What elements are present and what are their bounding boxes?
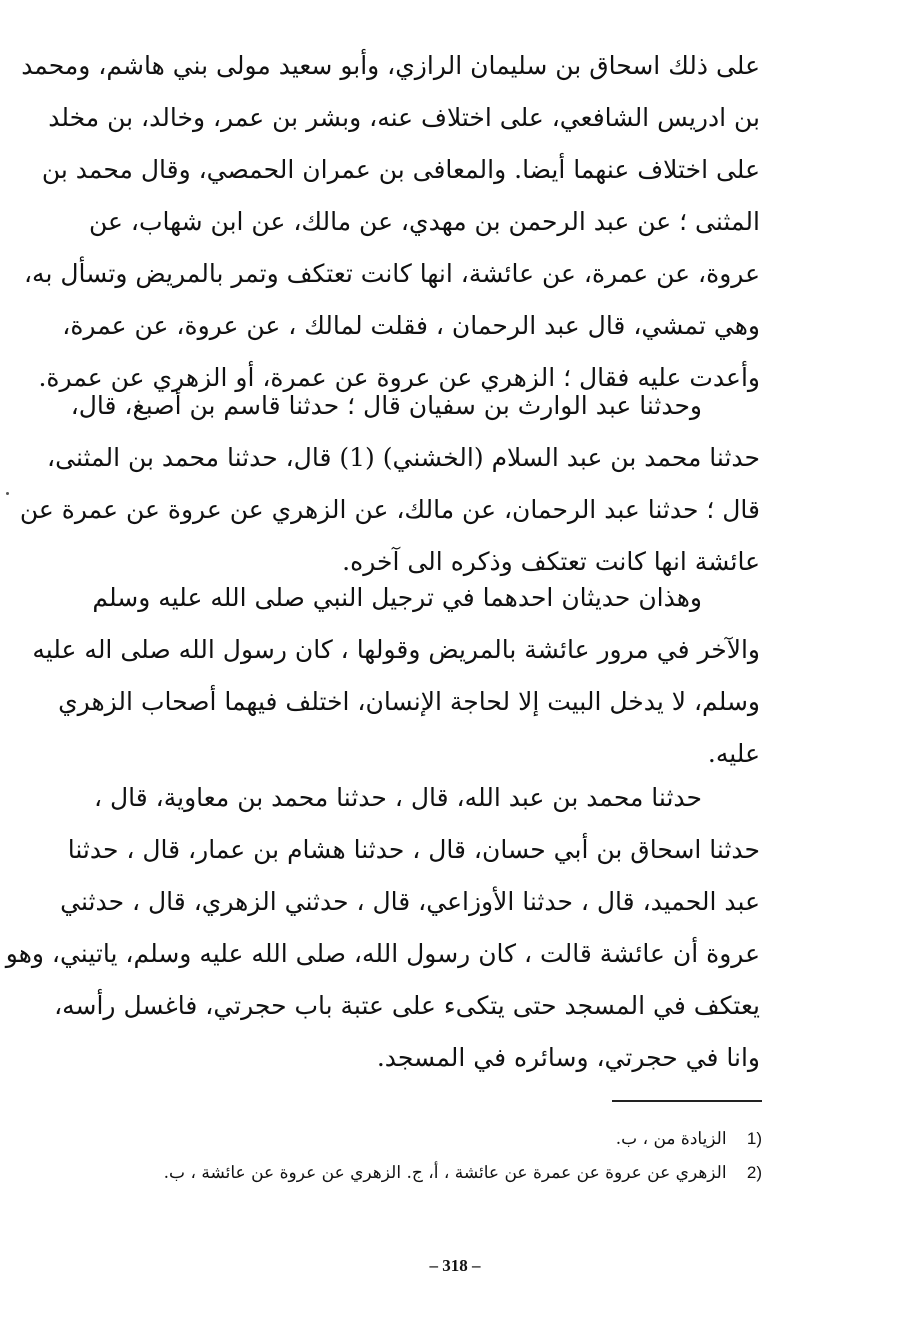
text-line: عبد الحميد، قال ، حدثنا الأوزاعي، قال ، حدثني الزهري، قال ، حدثني [60, 887, 760, 916]
text-line: حدثنا اسحاق بن أبي حسان، قال ، حدثنا هشام بن عمار، قال ، حدثنا [67, 835, 760, 864]
footnotes [150, 1122, 762, 1190]
scan-speck [6, 492, 9, 495]
text-line: حدثنا محمد بن عبد السلام (الخشني) (1) قال، حدثنا محمد بن المثنى، [47, 443, 760, 472]
footnote-2 [150, 1156, 762, 1190]
text-line: والآخر في مرور عائشة بالمريض وقولها ، كان رسول الله صلى اله عليه [32, 635, 760, 664]
paragraph-1 [21, 40, 760, 404]
text-line: عروة، عن عمرة، عن عائشة، انها كانت تعتكف وتمر بالمريض وتسأل به، [23, 259, 760, 288]
footnote-divider [612, 1100, 762, 1102]
text-line: على ذلك اسحاق بن سليمان الرازي، وأبو سعيد مولى بني هاشم، ومحمد [21, 51, 760, 80]
footnote-text: الزيادة من ، ب. [615, 1129, 727, 1149]
paragraph-2 [19, 380, 760, 588]
text-line: وهذان حديثان احدهما في ترجيل النبي صلى الله عليه وسلم [92, 583, 702, 612]
text-line: وحدثنا عبد الوارث بن سفيان قال ؛ حدثنا قاسم بن أصبغ، قال، [70, 391, 702, 420]
text-line: عليه. [707, 739, 760, 768]
text-line: وانا في حجرتي، وسائره في المسجد. [376, 1043, 760, 1072]
text-line: بن ادريس الشافعي، على اختلاف عنه، وبشر بن عمر، وخالد، بن مخلد [48, 103, 760, 132]
footnote-number: (2 [746, 1163, 762, 1182]
paragraph-3 [32, 572, 760, 780]
text-line: عائشة انها كانت تعتكف وذكره الى آخره. [342, 547, 760, 576]
text-line: يعتكف في المسجد حتى يتكىء على عتبة باب حجرتي، فاغسل رأسه، [54, 991, 760, 1020]
footnote-1 [150, 1122, 762, 1156]
footnote-number: (1 [746, 1129, 762, 1148]
text-line: المثنى ؛ عن عبد الرحمن بن مهدي، عن مالك، عن ابن شهاب، عن [89, 207, 760, 236]
text-line: وهي تمشي، قال عبد الرحمان ، فقلت لمالك ، عن عروة، عن عمرة، [62, 311, 760, 340]
text-line: حدثنا محمد بن عبد الله، قال ، حدثنا محمد بن معاوية، قال ، [93, 783, 702, 812]
text-line: وأعدت عليه فقال ؛ الزهري عن عروة عن عمرة، أو الزهري عن عمرة. [38, 363, 760, 392]
paragraph-4 [5, 772, 760, 1084]
page-number: – 318 – [429, 1256, 481, 1275]
text-line: قال ؛ حدثنا عبد الرحمان، عن مالك، عن الزهري عن عروة عن عمرة عن [19, 495, 760, 524]
footnote-text: الزهري عن عروة عن عمرة عن عائشة ، أ، ج. الزهري عن عروة عن عائشة ، ب. [163, 1163, 727, 1183]
text-line: عروة أن عائشة قالت ، كان رسول الله، صلى الله عليه وسلم، ياتيني، وهو [5, 939, 760, 968]
text-line: على اختلاف عنهما أيضا. والمعافى بن عمران الحمصي، وقال محمد بن [41, 155, 760, 184]
text-line: وسلم، لا يدخل البيت إلا لحاجة الإنسان، اختلف فيهما أصحاب الزهري [58, 687, 760, 716]
